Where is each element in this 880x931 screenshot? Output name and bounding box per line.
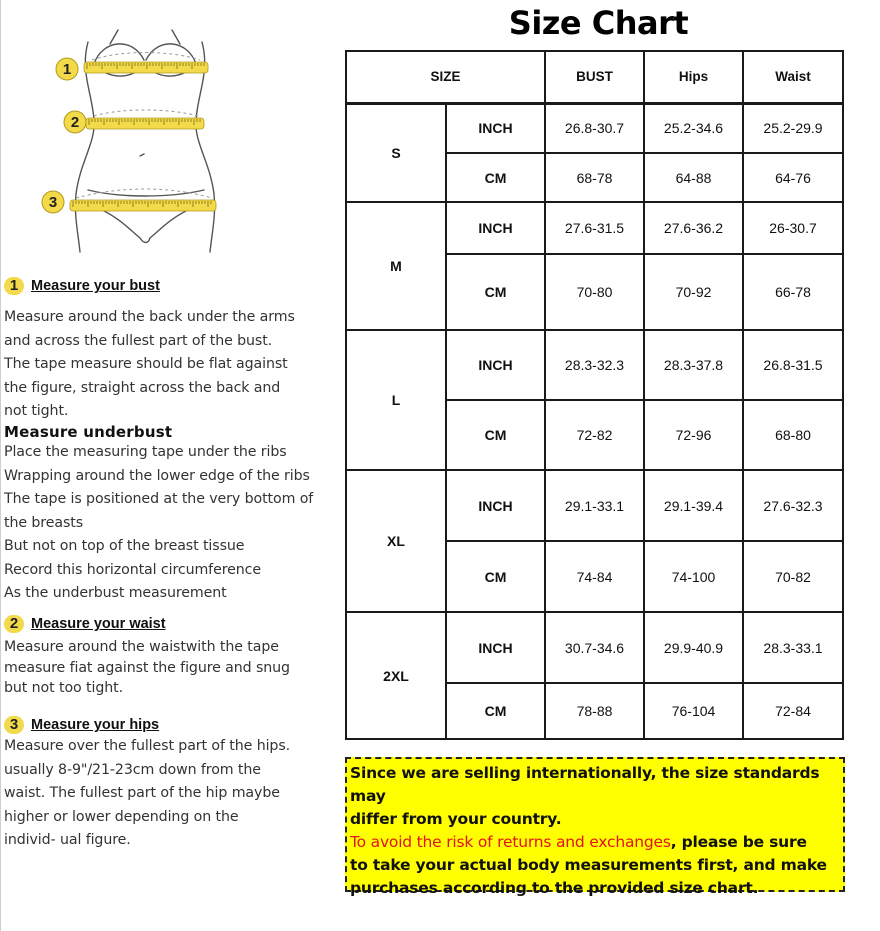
waist-line: measure fiat against the figure and snug xyxy=(4,659,290,676)
underbust-line: the breasts xyxy=(4,514,83,531)
cell-xl-cm-hips: 74-100 xyxy=(644,541,743,612)
cell-2xl-cm-hips: 76-104 xyxy=(644,683,743,739)
notice-line-rest: , please be sure xyxy=(670,833,807,851)
cell-2xl-inch-waist: 28.3-33.1 xyxy=(743,612,843,683)
notice-line: differ from your country. xyxy=(350,810,562,828)
size-chart-table xyxy=(345,50,844,740)
underbust-instructions xyxy=(4,423,334,606)
underbust-line: As the underbust measurement xyxy=(4,585,227,601)
cell-xl-cm-waist: 70-82 xyxy=(743,541,843,612)
hips-text xyxy=(4,735,334,853)
bust-line: the figure, straight across the back and xyxy=(4,379,281,396)
table-row-xl-inch xyxy=(346,470,843,541)
header-bust: BUST xyxy=(545,51,644,103)
unit-label-cm: CM xyxy=(446,683,545,739)
notice-warning: To avoid the risk of returns and exchanges xyxy=(350,833,671,851)
cell-2xl-inch-bust: 30.7-34.6 xyxy=(545,612,644,683)
cell-m-cm-hips: 70-92 xyxy=(644,254,743,330)
bust-line: not tight. xyxy=(4,403,69,419)
underbust-line: The tape is positioned at the very bottom of xyxy=(4,491,314,507)
unit-label-inch: INCH xyxy=(446,103,545,153)
waist-marker-number: 2 xyxy=(70,114,80,131)
notice-line: to take your actual body measurements first, and make xyxy=(350,856,827,874)
waist-title: Measure your waist xyxy=(31,616,166,632)
body-measurement-figure xyxy=(40,12,250,262)
hips-number-badge: 3 xyxy=(4,716,24,734)
table-row-m-inch xyxy=(346,202,843,254)
page-left-rule xyxy=(0,0,1,931)
hips-line: Measure over the fullest part of the hips. xyxy=(4,738,291,754)
cell-2xl-cm-bust: 78-88 xyxy=(545,683,644,739)
underbust-line: Wrapping around the lower edge of the ribs xyxy=(4,467,310,484)
cell-l-inch-waist: 26.8-31.5 xyxy=(743,330,843,400)
cell-xl-cm-bust: 74-84 xyxy=(545,541,644,612)
bust-marker-number: 1 xyxy=(62,61,72,78)
waist-instructions xyxy=(4,615,334,699)
bust-heading xyxy=(4,277,334,295)
cell-s-cm-waist: 64-76 xyxy=(743,153,843,202)
hips-line: individ- ual figure. xyxy=(4,832,131,848)
size-label-s: S xyxy=(346,103,446,202)
hip-tape xyxy=(70,200,216,211)
header-size: SIZE xyxy=(346,51,545,103)
unit-label-inch: INCH xyxy=(446,470,545,541)
notice-line: purchases according to the provided size chart. xyxy=(350,879,759,897)
bust-instructions xyxy=(4,277,334,424)
underbust-text xyxy=(4,441,334,606)
size-chart-title: Size Chart xyxy=(508,4,689,42)
unit-label-inch: INCH xyxy=(446,612,545,683)
cell-m-cm-waist: 66-78 xyxy=(743,254,843,330)
cell-s-inch-waist: 25.2-29.9 xyxy=(743,103,843,153)
cell-l-cm-hips: 72-96 xyxy=(644,400,743,470)
cell-2xl-cm-waist: 72-84 xyxy=(743,683,843,739)
bust-line: Measure around the back under the arms xyxy=(4,309,295,325)
unit-label-cm: CM xyxy=(446,153,545,202)
waist-line: but not too tight. xyxy=(4,680,124,696)
bust-line: and across the fullest part of the bust. xyxy=(4,332,273,349)
table-header-row xyxy=(346,51,843,103)
cell-s-inch-bust: 26.8-30.7 xyxy=(545,103,644,153)
cell-l-cm-waist: 68-80 xyxy=(743,400,843,470)
header-hips: Hips xyxy=(644,51,743,103)
hips-line: waist. The fullest part of the hip maybe xyxy=(4,785,280,801)
hips-heading xyxy=(4,716,334,734)
underbust-line: Place the measuring tape under the ribs xyxy=(4,444,287,460)
size-label-l: L xyxy=(346,330,446,470)
cell-m-inch-bust: 27.6-31.5 xyxy=(545,202,644,254)
table-row-2xl-inch xyxy=(346,612,843,683)
waist-heading xyxy=(4,615,334,633)
cell-l-inch-hips: 28.3-37.8 xyxy=(644,330,743,400)
waist-text xyxy=(4,637,334,699)
header-waist: Waist xyxy=(743,51,843,103)
cell-xl-inch-waist: 27.6-32.3 xyxy=(743,470,843,541)
cell-m-inch-hips: 27.6-36.2 xyxy=(644,202,743,254)
size-label-m: M xyxy=(346,202,446,330)
bust-line: The tape measure should be flat against xyxy=(4,356,288,372)
hips-line: usually 8-9"/21-23cm down from the xyxy=(4,761,261,778)
underbust-line: But not on top of the breast tissue xyxy=(4,538,245,554)
bust-title: Measure your bust xyxy=(31,278,160,294)
hips-line: higher or lower depending on the xyxy=(4,808,239,825)
hips-title: Measure your hips xyxy=(31,717,160,733)
hips-instructions xyxy=(4,716,334,853)
table-row-l-inch xyxy=(346,330,843,400)
waist-number-badge: 2 xyxy=(4,615,24,633)
size-label-xl: XL xyxy=(346,470,446,612)
cell-l-cm-bust: 72-82 xyxy=(545,400,644,470)
unit-label-cm: CM xyxy=(446,541,545,612)
hip-marker-number: 3 xyxy=(48,194,58,211)
cell-s-cm-hips: 64-88 xyxy=(644,153,743,202)
cell-2xl-inch-hips: 29.9-40.9 xyxy=(644,612,743,683)
size-label-2xl: 2XL xyxy=(346,612,446,739)
cell-xl-inch-hips: 29.1-39.4 xyxy=(644,470,743,541)
unit-label-cm: CM xyxy=(446,254,545,330)
notice-line: Since we are selling internationally, the size standards may xyxy=(350,764,820,805)
bust-text xyxy=(4,306,334,424)
international-size-notice xyxy=(345,757,845,897)
table-row-s-inch xyxy=(346,103,843,153)
cell-m-inch-waist: 26-30.7 xyxy=(743,202,843,254)
underbust-line: Record this horizontal circumference xyxy=(4,561,261,578)
unit-label-inch: INCH xyxy=(446,330,545,400)
cell-m-cm-bust: 70-80 xyxy=(545,254,644,330)
underbust-title: Measure underbust xyxy=(4,423,173,441)
unit-label-cm: CM xyxy=(446,400,545,470)
cell-l-inch-bust: 28.3-32.3 xyxy=(545,330,644,400)
unit-label-inch: INCH xyxy=(446,202,545,254)
waist-line: Measure around the waistwith the tape xyxy=(4,639,279,655)
cell-s-cm-bust: 68-78 xyxy=(545,153,644,202)
cell-xl-inch-bust: 29.1-33.1 xyxy=(545,470,644,541)
bust-number-badge: 1 xyxy=(4,277,24,295)
notice-line xyxy=(350,831,840,854)
cell-s-inch-hips: 25.2-34.6 xyxy=(644,103,743,153)
